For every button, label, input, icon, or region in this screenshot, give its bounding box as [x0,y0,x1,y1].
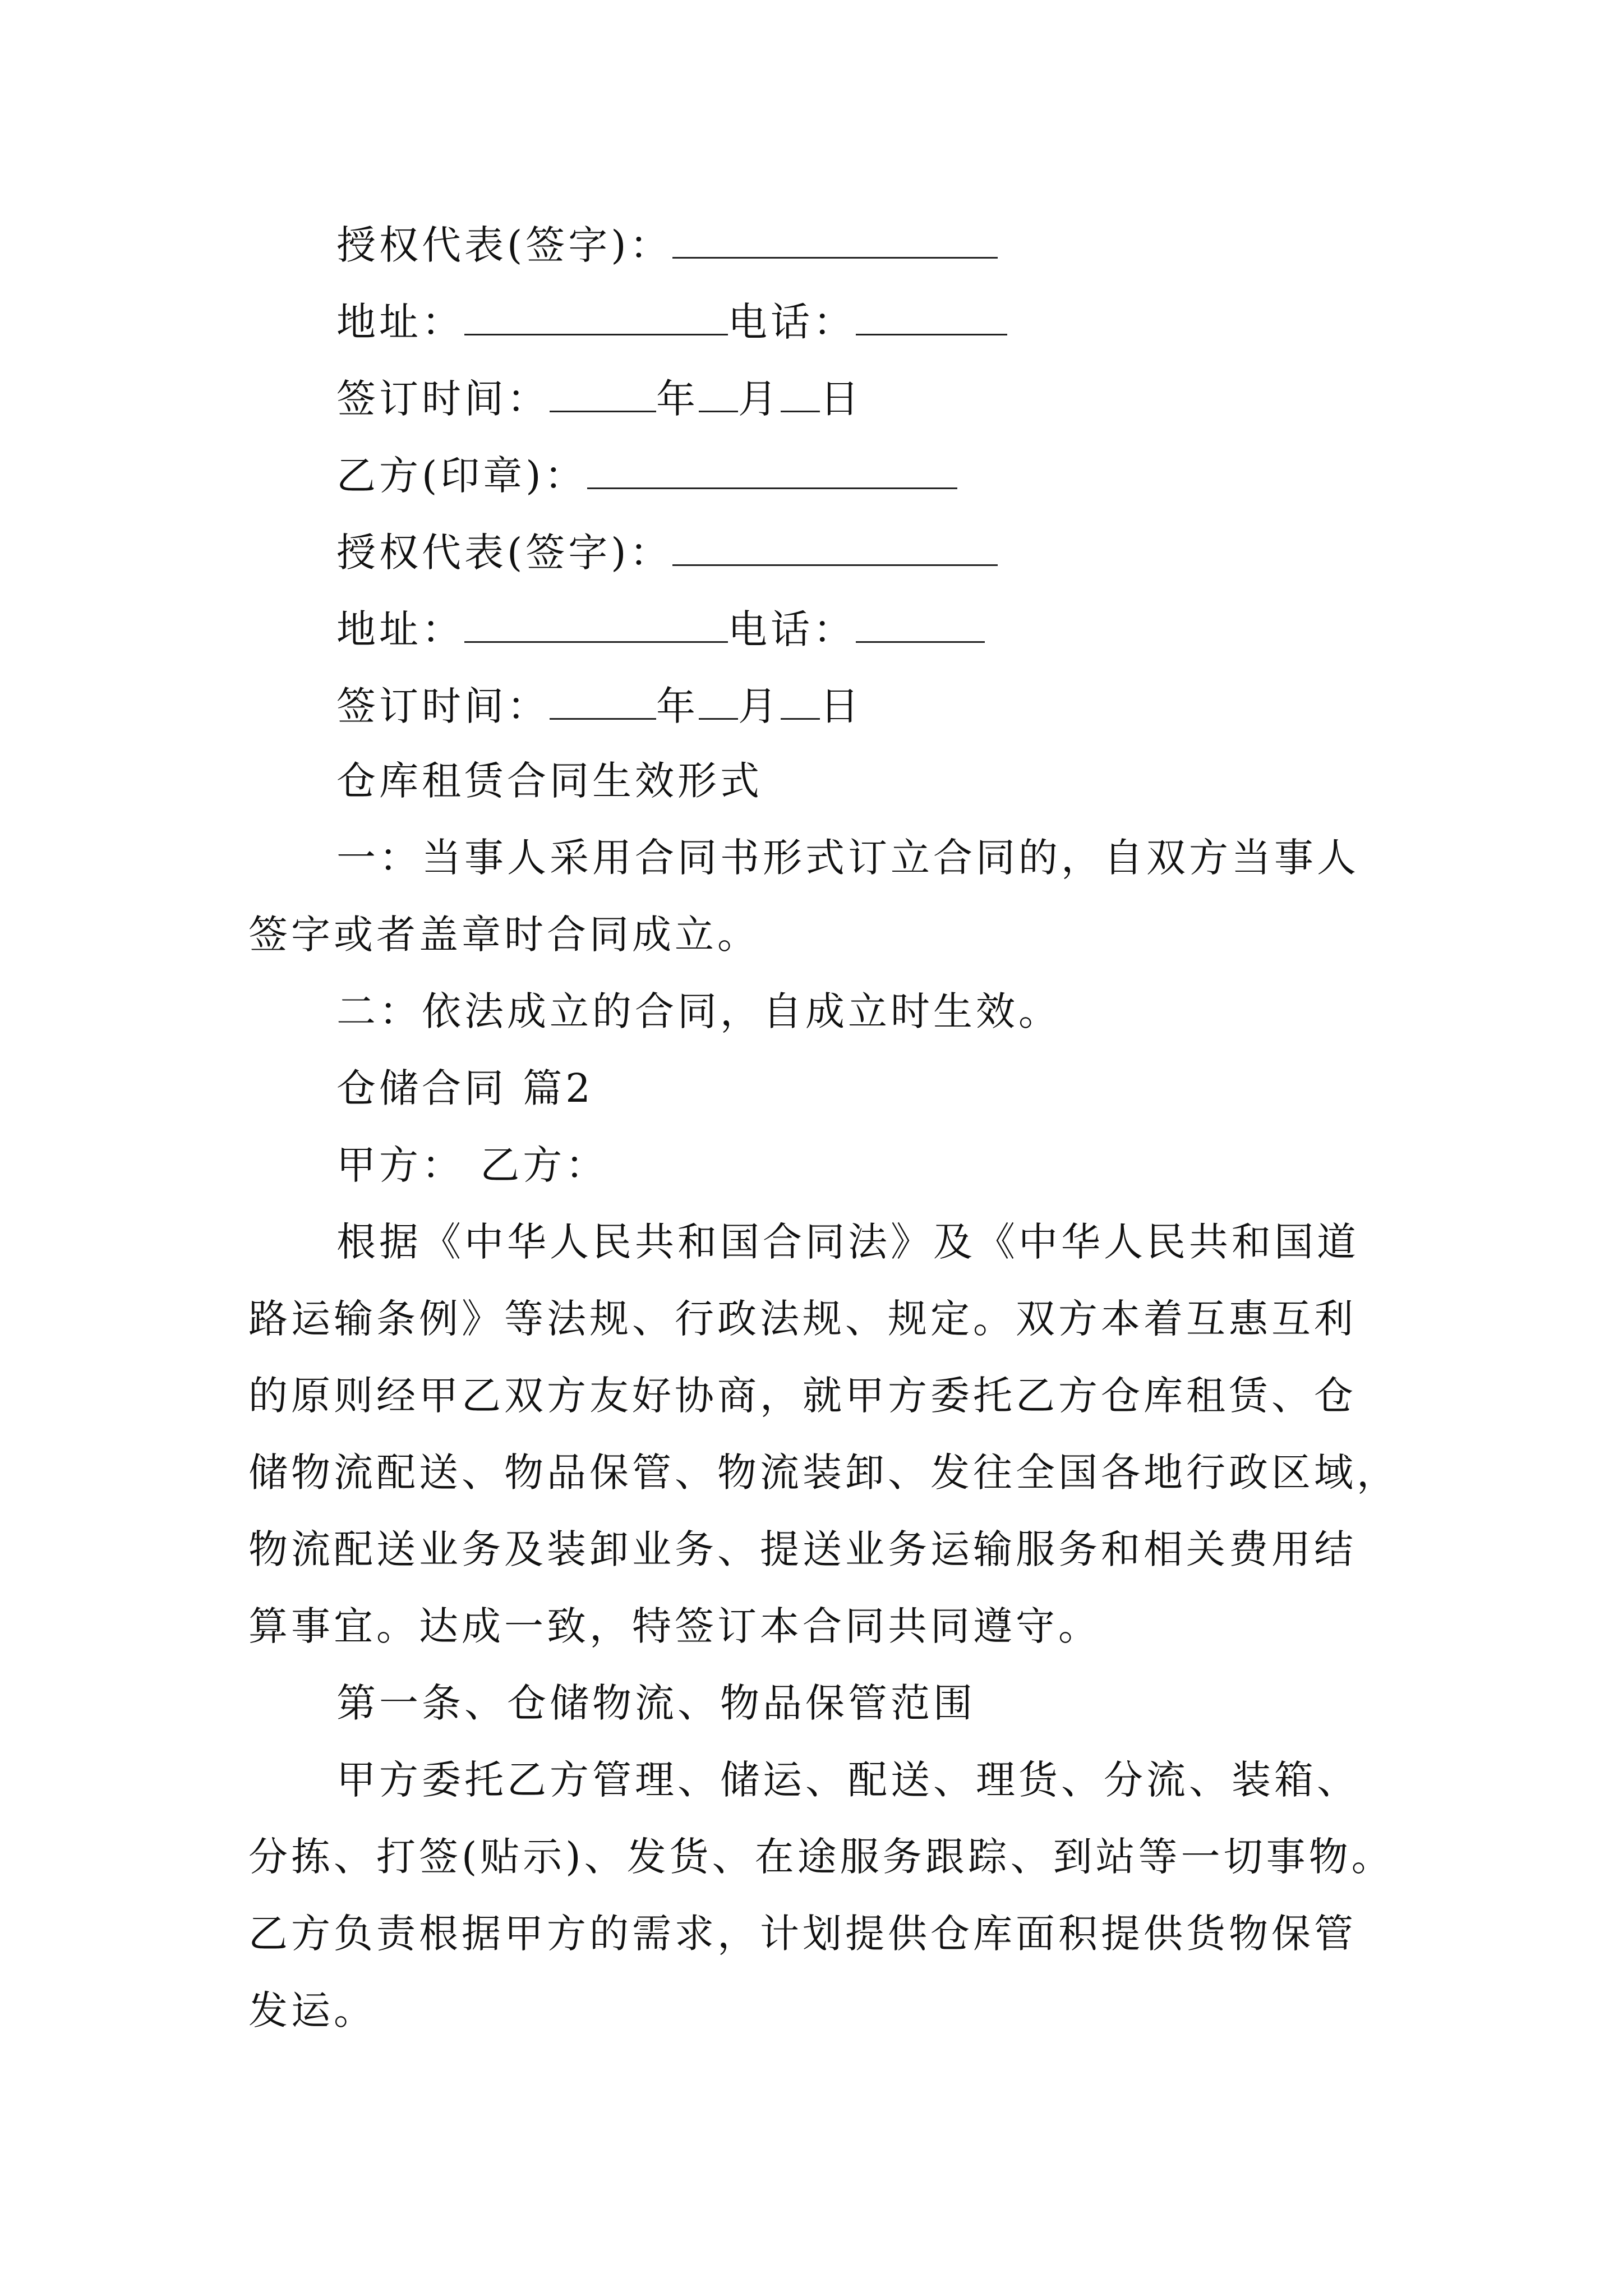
party-b-date-line [336,679,863,731]
party-a-address-line [336,295,1007,347]
article-1-line-4: 发运。 [248,1987,376,2033]
party-a-phone-label: 电话： [728,299,856,345]
party-a-day-label: 日 [820,376,863,422]
party-b-rep-blank [672,525,998,566]
party-a-rep-line [336,218,998,270]
party-b-address-blank [464,602,728,643]
intro-line-6: 算事宜。达成一致，特签订本合同共同遵守。 [248,1603,1101,1649]
article-1-line-1: 甲方委托乙方管理、储运、配送、理货、分流、装箱、 [336,1757,1359,1803]
party-b-month-label: 月 [738,683,781,729]
intro-line-3: 的原则经甲乙双方友好协商，就甲方委托乙方仓库租赁、仓 [248,1373,1357,1419]
party-a-month-label: 月 [738,376,781,422]
article-1-line-2: 分拣、打签(贴示)、发货、在途服务跟踪、到站等一切事物。 [248,1834,1394,1880]
party-a-date-line [336,371,863,424]
party-b-phone-label: 电话： [728,606,856,652]
party-a-phone-blank [856,295,1007,335]
intro-line-4: 储物流配送、物品保管、物流装卸、发往全国各地行政区域， [248,1450,1399,1496]
party-a-address-label: 地址： [336,299,464,345]
party-a-month-blank [699,371,738,412]
party-b-address-line [336,602,985,655]
effect-item-2: 二：依法成立的合同，自成立时生效。 [336,988,1061,1034]
party-b-month-blank [699,679,738,720]
article-1-line-3: 乙方负责根据甲方的需求，计划提供仓库面积提供货物保管 [248,1911,1357,1957]
party-a-year-blank [550,371,656,412]
intro-line-2: 路运输条例》等法规、行政法规、规定。双方本着互惠互利 [248,1296,1357,1342]
effect-item-1-line-1: 一：当事人采用合同书形式订立合同的，自双方当事人 [336,835,1359,881]
party-b-seal-line [336,448,957,501]
party-b-address-label: 地址： [336,606,464,652]
contract-2-title: 仓储合同 篇2 [336,1065,594,1111]
intro-line-5: 物流配送业务及装卸业务、提送业务运输服务和相关费用结 [248,1526,1357,1572]
party-a-date-label: 签订时间： [336,376,550,422]
party-b-year-label: 年 [656,683,699,729]
party-a-day-blank [781,371,820,412]
party-b-seal-blank [587,448,957,489]
effect-item-1-line-2: 签字或者盖章时合同成立。 [248,912,760,958]
party-a-rep-blank [672,218,998,259]
party-a-year-label: 年 [656,376,699,422]
effect-heading: 仓库租赁合同生效形式 [336,758,763,804]
party-b-date-label: 签订时间： [336,683,550,729]
party-b-day-blank [781,679,820,720]
party-b-year-blank [550,679,656,720]
contract-2-parties: 甲方： 乙方： [336,1142,608,1188]
intro-line-1: 根据《中华人民共和国合同法》及《中华人民共和国道 [336,1219,1359,1265]
party-b-rep-line [336,525,998,578]
party-a-rep-label: 授权代表(签字)： [336,222,672,268]
article-1-heading: 第一条、仓储物流、物品保管范围 [336,1680,976,1726]
party-b-day-label: 日 [820,683,863,729]
party-b-rep-label: 授权代表(签字)： [336,530,672,576]
party-b-seal-label: 乙方(印章)： [336,453,587,499]
party-b-phone-blank [856,602,985,643]
party-a-address-blank [464,295,728,335]
